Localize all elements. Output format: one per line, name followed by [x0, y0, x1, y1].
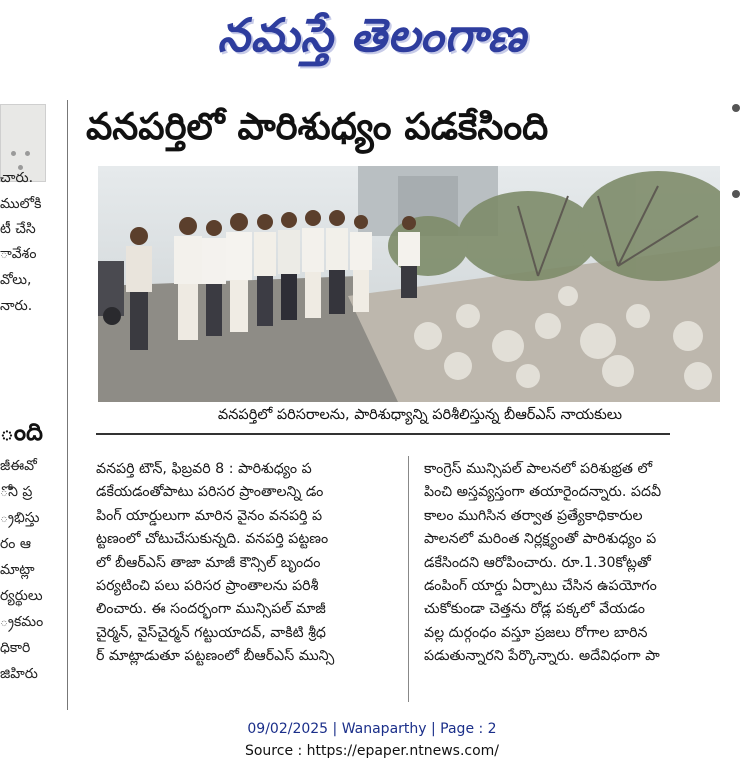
left-text-fragment: టీ చేసి: [0, 221, 36, 237]
left-text-fragment: ్రభిస్తు: [0, 510, 40, 526]
left-text-fragment: జిహిరు: [0, 666, 38, 682]
left-text-fragment: మాట్లా: [0, 562, 35, 578]
left-text-fragment: చారు.: [0, 170, 34, 186]
article-text-line: వల్ల దుర్గంధం వస్తూ ప్రజలు రోగాల బారిన: [424, 624, 648, 641]
article-headline: వనపర్తిలో పారిశుధ్యం పడకేసింది: [86, 105, 549, 148]
left-text-fragment: నారు.: [0, 298, 33, 314]
article-text-line: వనపర్తి టౌన్, ఫిబ్రవరి 8 : పారిశుధ్యం ప: [96, 461, 312, 477]
photo-caption: వనపర్తిలో పరిసరాలను, పారిశుధ్యాన్ని పరిశీలిస్తున్న బీఆర్ఎస్ నాయకులు: [217, 407, 623, 423]
left-text-fragment: వోలు,: [0, 272, 32, 288]
article-text-line: పర్యటించి పలు పరిసర ప్రాంతాలను పరిశీ: [96, 578, 319, 595]
article-text-line: చైర్మన్, వైస్‌చైర్మన్ గట్టుయాదవ్, వాకిటి శ్రీధ: [96, 624, 326, 641]
bullet-dot: [732, 190, 740, 198]
article-photo: [98, 166, 720, 402]
article-text-line: కాలం ముగిసిన తర్వాత ప్రత్యేకాధికారుల: [424, 507, 643, 524]
bullet-dot: [732, 104, 740, 112]
article-text-line: ట్టణంలో చోటుచేసుకున్నది. వనపర్తి పట్టణం: [96, 531, 329, 548]
article-column-2: [424, 458, 720, 669]
newspaper-title: నమస్తే తెలంగాణ: [217, 8, 527, 62]
article-text-line: చుకోకుండా చెత్తను రోడ్ల పక్కలో వేయడం: [424, 601, 645, 618]
footer-date-edition: 09/02/2025 | Wanaparthy | Page : 2: [247, 721, 497, 737]
left-text-fragment: ములోకి: [0, 196, 42, 212]
article-text-line: పించి అస్తవ్యస్తంగా తయారైందన్నారు. పదవీ: [424, 484, 662, 501]
left-text-fragment: జీఈవో: [0, 458, 37, 474]
left-text-fragment: ర్యర్థులు: [0, 588, 43, 604]
photo-dot: [11, 151, 16, 156]
article-text-line: కాంగ్రెస్ మున్సిపల్ పాలనలో పరిశుభ్రత లో: [424, 461, 653, 477]
article-text-line: పడుతున్నారని పేర్కొన్నారు. అదేవిధంగా పా: [424, 648, 660, 665]
left-text-fragment: ధికారి: [0, 640, 31, 656]
footer-source: Source : https://epaper.ntnews.com/: [244, 743, 500, 759]
left-heading-fragment: ంది: [0, 418, 43, 446]
article-column-1: [96, 458, 392, 669]
left-text-fragment: ోని ప్ర: [0, 484, 33, 500]
article-text-line: పింగ్ యార్డులుగా మారిన వైనం వనపర్తి ప: [96, 507, 323, 524]
masthead: [0, 0, 744, 78]
article-text-line: లించారు. ఈ సందర్భంగా మున్సిపల్ మాజీ: [96, 601, 326, 618]
left-text-fragment: ్రకమం: [0, 614, 44, 630]
article-text-line: లో బీఆర్ఎస్ తాజా మాజీ కౌన్సిల్ బృందం: [96, 554, 321, 571]
left-column-fragment: [0, 100, 46, 710]
column-divider: [408, 456, 409, 702]
caption-rule: [96, 433, 670, 435]
photo-illustration: [98, 166, 720, 402]
article-text-line: ర్ మాట్లాడుతూ పట్టణంలో బీఆర్ఎస్ మున్సి: [96, 648, 335, 665]
footer: [0, 718, 744, 762]
article-text-line: పాలనలో మరింత నిర్లక్ష్యంతో పారిశుధ్యం ప: [424, 531, 657, 548]
column-divider: [67, 100, 68, 710]
left-text-fragment: ావేశం: [0, 246, 37, 262]
article-text-line: డకేయడంతోపాటు పరిసర ప్రాంతాలన్ని డం: [96, 484, 324, 501]
article-text-line: డకేసిందని ఆరోపించారు. రూ.1.30కోట్లతో: [424, 554, 651, 571]
photo-dot: [25, 151, 30, 156]
article-text-line: డంపింగ్ యార్డు ఏర్పాటు చేసిన ఉపయోగం: [424, 578, 657, 595]
left-text-fragment: రం ఆ: [0, 536, 32, 552]
